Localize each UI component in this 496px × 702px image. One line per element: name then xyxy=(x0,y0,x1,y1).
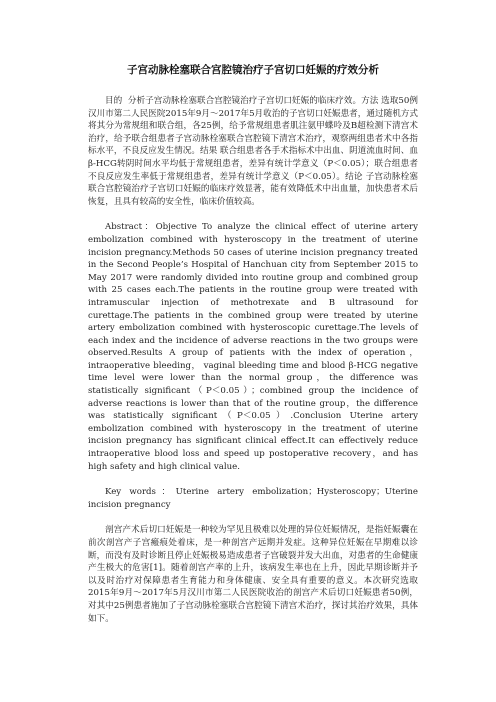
abstract-english-label: Abstract： xyxy=(105,222,156,233)
body-paragraph: 剖宫产术后切口妊娠是一种较为罕见且极难以处理的异位妊娠情况，是指妊娠囊在前次剖宫产子宫瘢痕处着床，是一种剖宫产远期并发症。这种异位妊娠在早期难以诊断，而没有及时诊断且停止妊娠极易造成患者子宫破裂并发大出血，对患者的生命健康产生极大的危害[1]。随着剖宫产率的上升，该病发生率也在上升，因此早期诊断并予以及时治疗对保障患者生育能力和身体健康、安全具有重要的意义。本次研究选取2015年9月～2017年5月汉川市第二人民医院收治的剖宫产术后切口妊娠患者50例，对其中25例患者施加了子宫动脉栓塞联合宫腔镜下清宫术治疗，探讨其治疗效果，具体如下。 xyxy=(88,525,418,624)
keywords xyxy=(88,486,418,511)
abstract-english xyxy=(88,221,418,473)
keywords-label: Key words： xyxy=(105,487,176,498)
paper-title: 子宫动脉栓塞联合宫腔镜治疗子宫切口妊娠的疗效分析 xyxy=(127,64,379,76)
abstract-english-text: Objective To analyze the clinical effect of uterine artery embolization combined with hysteroscopy in the treatment of uterine incision pregnancy.Methods 50 cases of uterine incision pregnancy treated in the Second People’s Hospital of Hanchuan city from September 2015 to May 2017 were randomly divided into routine group and combined group with 25 cases each.The patients in the routine group were treated with intramuscular injection of methotrexate and B ultrasound for curettage.The patients in the combined group were treated by uterine artery embolization combined with hysteroscopic curettage.The levels of each index and the incidence of adverse reactions in the two groups were observed.Results A group of patients with the index of operation， intraoperative bleeding， vaginal bleeding time and blood β-HCG negative time level were lower than the normal group，the difference was statistically significant（P＜0.05）；combined group the incidence of adverse reactions is lower than that of the routine group，the difference was statistically significant（P＜0.05）.Conclusion Uterine artery embolization combined with hysteroscopy in the treatment of uterine incision pregnancy has significant clinical effect.It can effectively reduce intraoperative blood loss and speed up postoperative recovery，and has high safety and high clinical value. xyxy=(88,222,418,472)
abstract-chinese xyxy=(88,95,418,208)
abstract-chinese-text: 分析子宫动脉栓塞联合宫腔镜治疗子宫切口妊娠的临床疗效。方法 选取50例汉川市第二人民医院2015年9月～2017年5月收治的子宫切口妊娠患者，通过随机方式将其分为常规组和联合组，各25例，给予常规组患者肌注氨甲蝶呤及B超检测下清宫术治疗，给予联合组患者子宫动脉栓塞联合宫腔镜下清宫术治疗，观察两组患者术中各指标水平，不良反应发生情况。结果 联合组患者各手术指标术中出血、阴道流血时间、血β-HCG转阴时间水平均低于常规组患者，差异有统计学意义（P＜0.05）；联合组患者不良反应发生率低于常规组患者，差异有统计学意义（P＜0.05）。结论 子宫动脉栓塞联合宫腔镜治疗子宫切口妊娠的临床疗效显著，能有效降低术中出血量，加快患者术后恢复，且具有较高的安全性，临床价值较高。 xyxy=(88,96,418,207)
document-page xyxy=(88,62,418,638)
abstract-chinese-label: 目的 xyxy=(105,96,123,106)
keywords-text: Uterine artery embolization；Hysteroscopy；Uterine incision pregnancy xyxy=(88,487,418,510)
